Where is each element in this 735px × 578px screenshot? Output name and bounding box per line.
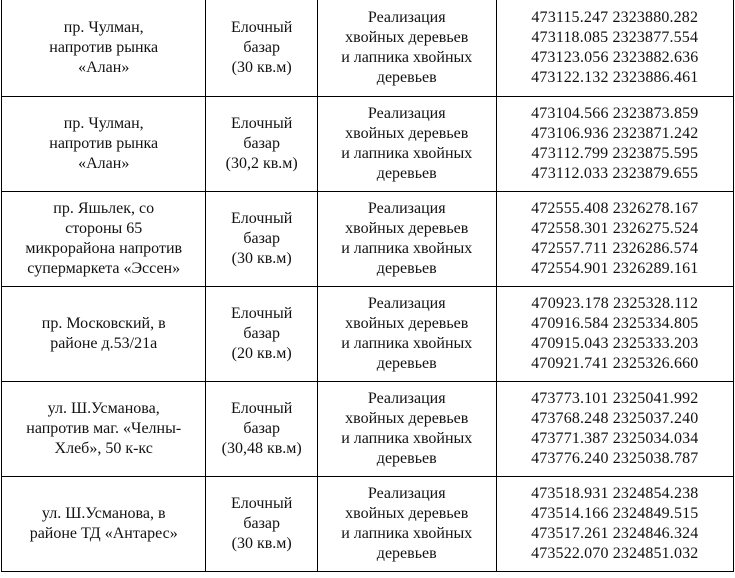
object-cell <box>206 97 318 192</box>
activity-cell <box>317 192 496 287</box>
object-line: базар <box>243 135 280 152</box>
coordinate-line: 473514.166 2324849.515 <box>531 505 699 522</box>
object-line: Елочный <box>231 400 293 417</box>
coordinate-line: 473115.247 2323880.282 <box>531 8 699 26</box>
location-line: стороны 65 <box>65 220 143 237</box>
activity-line: деревьев <box>376 260 437 277</box>
coordinate-line: 473104.566 2323873.859 <box>531 105 699 122</box>
object-line: базар <box>243 420 280 437</box>
coordinate-line: 473112.033 2323879.655 <box>531 165 699 182</box>
location-line: ул. Ш.Усманова, <box>47 400 160 417</box>
coordinate-line: 470915.043 2325333.203 <box>531 335 699 352</box>
location-cell <box>2 97 206 192</box>
coordinate-line: 470916.584 2325334.805 <box>531 315 699 332</box>
location-cell <box>2 0 206 97</box>
activity-cell <box>317 477 496 572</box>
activity-line: Реализация <box>367 200 446 217</box>
object-line: (30 кв.м) <box>231 535 292 552</box>
coordinates-cell <box>496 192 733 287</box>
location-line: «Алан» <box>78 58 130 76</box>
activity-line: деревьев <box>376 450 437 467</box>
object-cell <box>206 287 318 382</box>
activity-line: Реализация <box>367 485 446 502</box>
location-line: Хлеб», 50 к-кс <box>54 440 153 457</box>
table-row <box>2 97 734 192</box>
coordinate-line: 470921.741 2325326.660 <box>531 355 699 372</box>
activity-line: деревьев <box>376 545 437 562</box>
object-line: (30 кв.м) <box>231 250 292 267</box>
coordinate-line: 473123.056 2323882.636 <box>531 48 699 66</box>
activity-line: деревьев <box>376 68 437 86</box>
coordinates-cell <box>496 287 733 382</box>
object-line: базар <box>243 38 280 56</box>
location-line: напротив маг. «Челны- <box>26 420 182 437</box>
coordinate-line: 473518.931 2324854.238 <box>531 485 699 502</box>
coordinate-line: 473522.070 2324851.032 <box>531 545 699 562</box>
coordinate-line: 473776.240 2325038.787 <box>531 450 699 467</box>
activity-line: и лапника хвойных <box>341 240 473 257</box>
coordinate-line: 473771.387 2325034.034 <box>531 430 699 447</box>
activity-line: и лапника хвойных <box>341 145 473 162</box>
location-line: «Алан» <box>78 155 130 172</box>
object-line: Елочный <box>231 115 293 132</box>
activity-line: Реализация <box>367 390 446 407</box>
activity-line: Реализация <box>367 295 446 312</box>
location-line: супермаркета «Эссен» <box>27 260 181 277</box>
location-line: пр. Чулман, <box>63 18 144 36</box>
location-line: микрорайона напротив <box>25 240 183 257</box>
object-line: (30 кв.м) <box>231 58 292 76</box>
table-row <box>2 192 734 287</box>
activity-line: хвойных деревьев <box>345 125 469 142</box>
activity-line: деревьев <box>376 165 437 182</box>
activity-cell <box>317 382 496 477</box>
activity-line: и лапника хвойных <box>341 48 473 66</box>
coordinate-line: 470923.178 2325328.112 <box>531 295 699 312</box>
location-line: пр. Чулман, <box>63 115 144 132</box>
coordinates-cell <box>496 477 733 572</box>
table-body <box>2 0 734 572</box>
location-line: пр. Московский, в <box>41 315 166 332</box>
location-cell <box>2 287 206 382</box>
object-line: (30,2 кв.м) <box>225 155 298 172</box>
activity-line: деревьев <box>376 355 437 372</box>
coordinate-line: 472558.301 2326275.524 <box>531 220 699 237</box>
activity-line: и лапника хвойных <box>341 525 473 542</box>
coordinates-cell <box>496 382 733 477</box>
location-cell <box>2 382 206 477</box>
coordinate-line: 473122.132 2323886.461 <box>531 68 699 86</box>
coordinates-cell <box>496 97 733 192</box>
coordinate-line: 473112.799 2323875.595 <box>531 145 699 162</box>
activity-line: хвойных деревьев <box>345 220 469 237</box>
coordinate-line: 473517.261 2324846.324 <box>531 525 699 542</box>
object-line: (20 кв.м) <box>231 345 292 362</box>
object-line: базар <box>243 230 280 247</box>
location-line: ул. Ш.Усманова, в <box>41 505 166 522</box>
coordinate-line: 473118.085 2323877.554 <box>531 28 699 46</box>
object-cell <box>206 477 318 572</box>
location-line: напротив рынка <box>49 38 159 56</box>
activity-line: и лапника хвойных <box>341 430 473 447</box>
activity-cell <box>317 97 496 192</box>
object-line: Елочный <box>231 210 293 227</box>
location-line: напротив рынка <box>49 135 159 152</box>
table-row <box>2 477 734 572</box>
coordinate-line: 473773.101 2325041.992 <box>531 390 699 407</box>
object-cell <box>206 382 318 477</box>
activity-line: и лапника хвойных <box>341 335 473 352</box>
table-row <box>2 0 734 97</box>
object-line: Елочный <box>231 305 293 322</box>
object-line: базар <box>243 325 280 342</box>
coordinate-line: 473106.936 2323871.242 <box>531 125 699 142</box>
activity-line: Реализация <box>367 8 446 26</box>
activity-line: хвойных деревьев <box>345 315 469 332</box>
table-row <box>2 287 734 382</box>
object-line: базар <box>243 515 280 532</box>
coordinate-line: 472554.901 2326289.161 <box>531 260 699 277</box>
activity-line: хвойных деревьев <box>345 410 469 427</box>
locations-table <box>1 0 734 572</box>
activity-line: Реализация <box>367 105 446 122</box>
location-cell <box>2 192 206 287</box>
object-line: Елочный <box>231 495 293 512</box>
coordinates-cell <box>496 0 733 97</box>
location-line: районе д.53/21а <box>50 335 158 352</box>
object-cell <box>206 0 318 97</box>
coordinate-line: 472555.408 2326278.167 <box>531 200 699 217</box>
activity-cell <box>317 287 496 382</box>
activity-line: хвойных деревьев <box>345 28 469 46</box>
coordinate-line: 472557.711 2326286.574 <box>531 240 699 257</box>
coordinate-line: 473768.248 2325037.240 <box>531 410 699 427</box>
location-line: районе ТД «Антарес» <box>29 525 178 542</box>
location-cell <box>2 477 206 572</box>
activity-cell <box>317 0 496 97</box>
object-line: (30,48 кв.м) <box>221 440 302 457</box>
table-row <box>2 382 734 477</box>
location-line: пр. Яшьлек, со <box>53 200 155 217</box>
object-line: Елочный <box>231 18 293 36</box>
object-cell <box>206 192 318 287</box>
activity-line: хвойных деревьев <box>345 505 469 522</box>
